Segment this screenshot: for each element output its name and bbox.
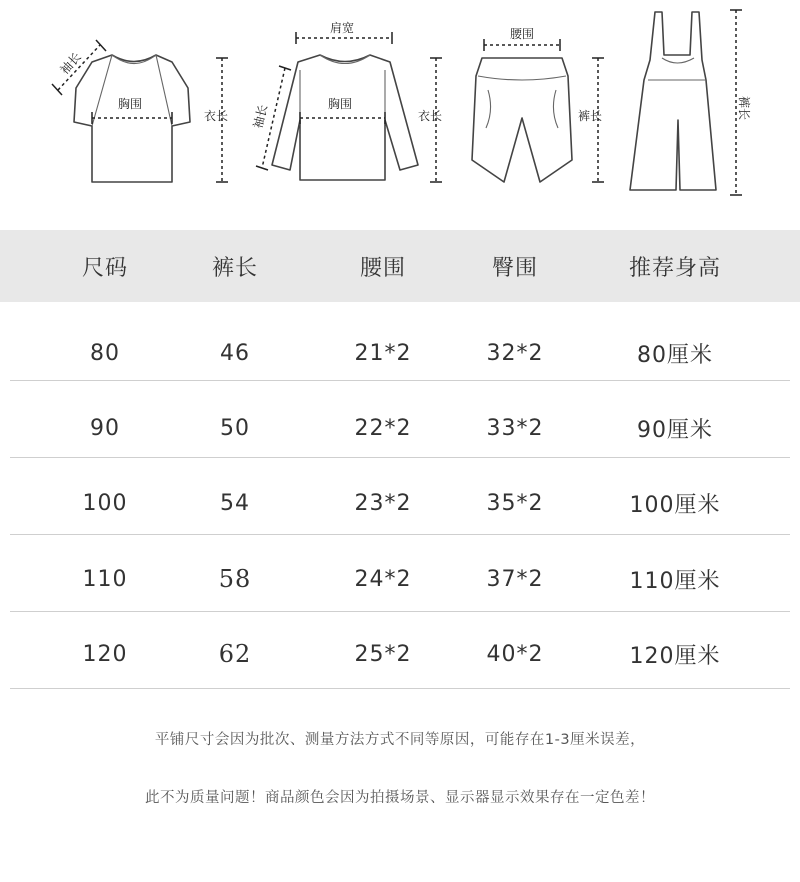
shorts-waist-label: 腰围 bbox=[510, 27, 535, 41]
tshirt-illustration bbox=[52, 40, 228, 182]
header-waist: 腰围 bbox=[359, 255, 406, 281]
table-row bbox=[0, 316, 800, 390]
cell-pants-length: 50 bbox=[220, 415, 250, 441]
note-line: 平铺尺寸会因为批次、测量方法方式不同等原因，可能存在1-3厘米误差， bbox=[154, 732, 646, 748]
cell-size: 100 bbox=[82, 490, 128, 516]
table-row bbox=[0, 391, 800, 465]
shorts-length-label: 裤长 bbox=[578, 109, 603, 123]
row-divider bbox=[10, 380, 790, 381]
cell-size: 90 bbox=[90, 415, 120, 441]
cell-pants-length: 46 bbox=[220, 340, 250, 366]
header-hip: 臀围 bbox=[491, 255, 538, 281]
cell-waist: 24*2 bbox=[354, 566, 412, 592]
tshirt-length-label: 衣长 bbox=[204, 109, 229, 123]
longsleeve-chest-label: 胸围 bbox=[328, 97, 353, 111]
size-diagram bbox=[0, 0, 800, 225]
disclaimer-notes bbox=[0, 725, 800, 841]
header-size: 尺码 bbox=[81, 255, 128, 281]
row-divider bbox=[10, 688, 790, 689]
cell-height: 120厘米 bbox=[629, 643, 721, 669]
cell-waist: 21*2 bbox=[354, 340, 412, 366]
row-divider bbox=[10, 457, 790, 458]
cell-hip: 32*2 bbox=[486, 340, 544, 366]
cell-height: 80厘米 bbox=[637, 342, 713, 368]
size-table-header bbox=[0, 230, 800, 302]
row-divider bbox=[10, 611, 790, 612]
row-divider bbox=[10, 534, 790, 535]
cell-pants-length: 54 bbox=[220, 490, 250, 516]
tshirt-chest-label: 胸围 bbox=[118, 97, 143, 111]
cell-hip: 33*2 bbox=[486, 415, 544, 441]
header-recommended-height: 推荐身高 bbox=[628, 255, 721, 281]
cell-size: 80 bbox=[90, 340, 120, 366]
cell-size: 110 bbox=[82, 566, 128, 592]
longsleeve-length-label: 衣长 bbox=[418, 109, 443, 123]
overalls-length-label: 裤长 bbox=[737, 96, 751, 121]
cell-hip: 37*2 bbox=[486, 566, 544, 592]
cell-pants-length: 62 bbox=[218, 640, 252, 668]
table-row bbox=[0, 466, 800, 540]
shorts-illustration bbox=[472, 27, 604, 182]
table-row bbox=[0, 542, 800, 616]
cell-hip: 40*2 bbox=[486, 641, 544, 667]
table-row bbox=[0, 617, 800, 691]
cell-height: 100厘米 bbox=[629, 492, 721, 518]
cell-waist: 25*2 bbox=[354, 641, 412, 667]
cell-height: 90厘米 bbox=[637, 417, 713, 443]
cell-waist: 23*2 bbox=[354, 490, 412, 516]
tshirt-sleeve-label: 袖长 bbox=[57, 49, 84, 78]
cell-pants-length: 58 bbox=[218, 565, 252, 593]
header-pants-length: 裤长 bbox=[211, 255, 258, 281]
overalls-illustration bbox=[630, 10, 751, 195]
cell-size: 120 bbox=[82, 641, 128, 667]
longsleeve-sleeve-label: 袖长 bbox=[250, 103, 271, 131]
longsleeve-shoulder-label: 肩宽 bbox=[330, 21, 355, 35]
cell-waist: 22*2 bbox=[354, 415, 412, 441]
cell-height: 110厘米 bbox=[629, 568, 721, 594]
cell-hip: 35*2 bbox=[486, 490, 544, 516]
note-line: 此不为质量问题！商品颜色会因为拍摄场景、显示器显示效果存在一定色差！ bbox=[145, 790, 655, 806]
longsleeve-illustration bbox=[250, 20, 442, 182]
